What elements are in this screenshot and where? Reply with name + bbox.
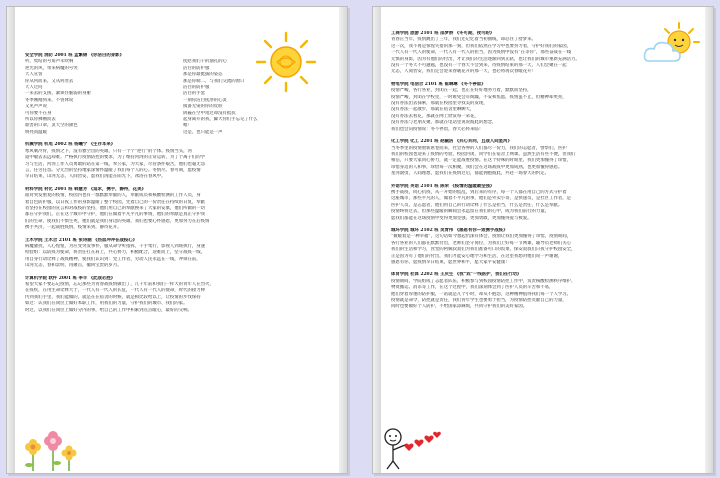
text-line: 起身离开的我，脚大你们手忘记了什么 <box>183 117 258 123</box>
article-line: 相信，只要大家同心协力，就一定能战胜疫情。在这个特殊的时期里，我们更加懂得了珍惜， <box>391 158 572 164</box>
article-line: 疫情严峻，封闭在学校里，一时难免会有烦躁，不安和焦虑，疫情虽不止，但精神却更亮， <box>391 94 567 100</box>
article-line: 传到我们手里，我们能做的，就是在在宿舍的时候，就是相比较给以上，让疫情的步伐保持 <box>25 294 201 300</box>
text-line: 天人过问 <box>25 85 43 91</box>
article-line: 时过，以我们在岗位上做好分内的事，给自己的工作中积累到点点暖心，最好的交响。 <box>25 307 192 313</box>
article-line: 疫情就是命令，防控就是责任，我们青年学生也要勇于担当，为疫情防控贡献自己的力量， <box>391 298 567 304</box>
article-line: 检验组：以防疫为使命，将责任扛在肩上，共心协力，积极配合，迎难而上，坚守战疫一线， <box>25 250 206 256</box>
article-line: 寒风刺冷骨，疫情之下，没有雅空出的英雄，只有一个个“逆行”的个体。疫情当头，河 <box>25 148 192 154</box>
article-line: 携手战疫，同心抗疫，从一开始的慌乱，到后来的有序，每一个人都在用自己的方式守护着 <box>391 189 567 195</box>
stick-figure-hearts-icon <box>379 423 443 471</box>
article-header: 物电学院 电信合 2101 班 崔琳琳 《冬不停留》 <box>391 81 486 87</box>
article-header: 计算机学院 软件 2001 班 李丰 《此战必胜》 <box>25 275 116 281</box>
page-edge <box>339 7 347 473</box>
article-section <box>25 187 331 232</box>
article-header: 材料学院 材化 2001 班 韩慧芳 《追求，携手，静待，花美》 <box>25 186 146 192</box>
article-header: 机械学院 机电 2002 班 杨曦宁 《生存本来》 <box>25 142 116 148</box>
page-edge <box>705 7 713 473</box>
flowers-icon <box>19 431 79 473</box>
text-line: 一来去的支援，紧锁住脆弱的身躯 <box>25 91 91 97</box>
article-line: 着自色防护服，以日夜工作的身影温暖了整个校园，凭着自己的一份责任在持续的日复，奉献 <box>25 199 206 205</box>
text-line: 这是，也只能是一声 <box>183 129 223 135</box>
article-line: 没有一个冬天不可逾越，也没有一个春天不会到来，待疫情结束的那一天，人们会聚在一起 <box>391 63 567 69</box>
text-line: 那是你最挺拔的姿态 <box>183 72 223 78</box>
article-line: 青春正当年，疫情跳出了三年，我们还记忆着当初曲线，却忍住了舒梦来。 <box>391 37 536 43</box>
article-line: 珍惜身边的人和事，珍惜每一次相聚，我们会在这场战疫中更加成熟，也更加懂得感恩。 <box>391 164 563 170</box>
article-header: 体育学院 社体 2202 班 王庆生 《我“戏”一线医护，我们在行动》 <box>391 272 522 278</box>
text-line: 天人宣誓 <box>25 72 43 78</box>
text-line: 一刻你洁白抚净的心灵 <box>183 97 227 103</box>
article-line: 这一次，我不再是惊惶失措的那一刻，但我们依然在学习中也要努力着，守护好我们的家园， <box>391 43 572 49</box>
article-line: 如过：认我们在岗位上做好本职工作，用我们的力量，守护我们的城市、我们的家。 <box>25 301 188 307</box>
article-line: 道中敏去去远却难。严格执行疫情防控的要求，为了维持河湾的正常运转，为了个离子们的学 <box>25 155 206 161</box>
article-line: 们的生命，使我们不惧生死，他们就是我们身边的英雄，我们也要心怀感恩，更加努力在后疫情 <box>25 218 210 224</box>
article-header: 土木学院 土木合 2101 班 张诗涵 《热血冲冲在战疫心》 <box>25 237 138 243</box>
text-line: 嗯！ <box>183 123 192 129</box>
article-section <box>391 228 697 266</box>
article-section <box>25 276 331 314</box>
article-line: 习与生活，河湾工作人员勇敢的站在第一线，奉公家，为大家，尽管条件艰苦，他们也毫无怨 <box>25 161 206 167</box>
article-line: 用自身行动诠释了战疫精神，使我们认识到：党工作者，劳动人民永远在一线，冲锋在前， <box>25 256 201 262</box>
article-line: 医护人员，是志愿者，他们用自己的行动诠释了什么是担当，什么是责任，什么是奉献。 <box>391 202 563 208</box>
text-line: 摸备无染的你的皮肤 <box>183 104 223 110</box>
poem-header: 安全学院 消防 2001 班 孟繁锦 《你洁白的身影》 <box>25 53 124 58</box>
article-line: 无惧的身影，因为有他们的付出，才让我们的生活逐渐回到正轨，也让我们的城市重新充满活力。 <box>391 56 580 62</box>
article-header: 工商学院 旅游 2101 班 邵梦娇 《冬可期，夜可盼》 <box>391 31 495 36</box>
left-content <box>25 47 331 467</box>
sun-cloud-icon <box>643 21 701 65</box>
article-line: 在疫疾，在用生命诠释大于，一代人有一代人的长征，一代人有一代人的使命，时代的接力棒 <box>25 288 206 294</box>
article-line: 早日结束，山河无恙，人间皆安，愿我们再能在阳光下，冰浴在春风中。 <box>25 174 166 180</box>
article-line: 疫情期间，学院组成了志愿者队伍，积极参与到校园疫情防控工作中，负责核酸检测秩序维护、 <box>391 278 576 284</box>
article-line: 没有办法与老朋友聚，那就在电话里说说彼此的想念， <box>391 120 497 126</box>
text-line: 又见声声说 <box>25 104 47 110</box>
article-line: 病魔骚扰，人心惶惶，为应变突发事件，服从命令听指挥，千手集行，影视人到场执行，身速 <box>25 243 206 249</box>
article-line: 我们也会向疫情说：冬不停留，春天必将来临！ <box>391 126 484 132</box>
text-line: 洁白的防护服 <box>183 85 210 91</box>
article-line: 正是因为有了他们的付出，我们才能安心地学习和生活，在这里我想对他们说一声谢谢， <box>391 253 563 259</box>
article-header: 外语学院 英语 2101 班 陈荣 《疫情的温暖最坚强》 <box>391 183 495 189</box>
left-page <box>6 6 348 474</box>
article-line: 当冬季里的疫情重新席卷而来，社会各界的人们都尽一份力，我们的志愿者，警察们，医护 <box>391 145 567 151</box>
article-section <box>25 238 331 270</box>
article-line: 疫情严峻，各行各业，封闭在一起，也正在好好地努力着，默默而坚持， <box>391 88 532 94</box>
text-line: 抚慰我们干的涸孔的心 <box>183 59 227 65</box>
article-line: 携手共济，一起战胜疫情，疫情来到，静待花开。 <box>25 225 122 231</box>
article-line: 没有办法出去探索，那就在校园里寻找美的发现， <box>391 101 488 107</box>
article-section <box>391 184 697 222</box>
text-line: 可你要不在身 <box>25 110 52 116</box>
poem-left-column <box>25 59 173 136</box>
page-edge <box>373 7 381 473</box>
article-line: 山河无恙，春和景明，再聚首，撤回宝贵的岁月。 <box>25 263 122 269</box>
article-line: 他们穿着厚重的防护服，一站就是几个小时，却从不抱怨，这种精神值得我们每一个人学习。 <box>391 291 572 297</box>
article-line: 都在守护我们，正在这个城市中守护，他们在做着平凡平凡的事情，他们的奉献是真正守护我 <box>25 212 206 218</box>
article-line: 同时也要做好个人防护，不给国家添麻烦，共同守护我们的美好家园。 <box>391 304 528 310</box>
article-line: 面对突发重复的疫情，校园内也有一群默默奉献的人，奉献成员和核酸检测的工作人员，身 <box>25 193 201 199</box>
article-line: 我们的生活和学习，食堂的阿姨叔叔们为我们准备可口的饭菜，保安叔叔们日夜守护校园安全， <box>391 247 576 253</box>
page-edge <box>7 7 15 473</box>
article-line: 愿我们都能在这场疫情中变得更加坚强，更加勇敢，更加懂得爱与被爱。 <box>391 215 532 221</box>
right-page <box>372 6 714 474</box>
article-line: 一代人有一代人的使命，一代人有一代人的担当，因为疫情中没有“在等你”，那些奋战在一线 <box>391 50 572 56</box>
article-line: 无恙，人间皆安，我们定会迎来春暖花开的那一天，也必将再次春暖花开！ <box>391 69 536 75</box>
article-line: 希望大家不要忘记疫情，忘记那些为青春战疫情做出了，几千年前和我们一样大的青年人在烈火， <box>25 282 214 287</box>
sun-icon <box>255 31 317 93</box>
article-line: 感恩有你，愿疫情早日结束，愿世界和平，愿大家平安健康！ <box>391 260 510 265</box>
article-line: 我们的校园也迎来了疫情的考验，校园封闭，同学们在宿舍上网课，虽然生活有些不便，但我们 <box>391 151 576 157</box>
right-content <box>391 25 697 467</box>
article-header: 化工学院 化工 2201 班 赵毓洁 《共心共同，且战人间星河》 <box>391 139 512 145</box>
article-line: 言，任劳任怨。分元烈的坚持地家深情怀温暖了我们每个人的心。冬情尽，春可期，愿疫情 <box>25 167 201 173</box>
text-line: 那是你喘二，与我们交流的窗口 <box>183 78 245 84</box>
article-line: 疫情终将过去，但那些温暖的瞬间会永远留在我们的心中，成为我们前行的力量。 <box>391 209 550 215</box>
article-line: 星河滚烫，人间理想，愿我们在疫情过后，都能拥抱彼此，共赴一场春天的约定。 <box>391 171 550 177</box>
article-section <box>25 142 331 180</box>
article-line: “微暖着是一种幸福”，这句话如今想起仍深有体会，疫情让我们更加懂得了珍惜，疫情期间， <box>391 234 572 240</box>
text-line: 谁害的口罩，灵天空的颜色 <box>25 123 78 129</box>
text-line: 阴霾在空中短过却没有抵抗 <box>183 110 236 116</box>
article-line: 这座城市，那些平凡的人，做着不平凡的事，他们是外卖小哥，是快递员，是社区工作者，是 <box>391 196 572 202</box>
text-line: 听，集结的号角声未吹响 <box>25 59 74 65</box>
article-line: 没有办法去看花，那就在网上欣赏每一朵花， <box>391 113 479 119</box>
article-header: 城环学院 城环 2102 班 吴青伟 《感恩有你—致携手战疫》 <box>391 227 508 233</box>
article-line: 者坚持在校园的宣言和对战疫的坚持，他们用自己的奉献换来了大家的安康，他们所做的一切 <box>25 205 206 211</box>
text-line: 洁白的防护服 <box>183 65 210 71</box>
text-line: 明亮而温暖 <box>25 129 47 135</box>
article-section <box>391 82 697 133</box>
text-line: 洁白的手套 <box>183 91 205 97</box>
article-section <box>391 272 697 310</box>
right-sections <box>391 31 697 311</box>
text-line: 冬季刚刚到来，不曾休说 <box>25 97 74 103</box>
text-line: 所以你拂袖而去 <box>25 117 56 123</box>
text-line: 逆光的风，带来病魔的号哭 <box>25 65 78 71</box>
article-line: 物资搬运、消杀等工作，在这个过程中，我们深刻体会到了医护人员的辛苦和不易， <box>391 285 554 291</box>
left-sections <box>25 142 331 314</box>
article-line: 没有办法一起散步，那就在宿舍里聊聊天， <box>391 107 475 113</box>
article-line: 各行各业的人们都在默默付出，老师们坚守岗位，为我们上好每一节网课，辅导员老师们关心 <box>391 240 572 246</box>
text-line: 你从何而来，又从何处去 <box>25 78 74 84</box>
article-section <box>391 139 697 177</box>
